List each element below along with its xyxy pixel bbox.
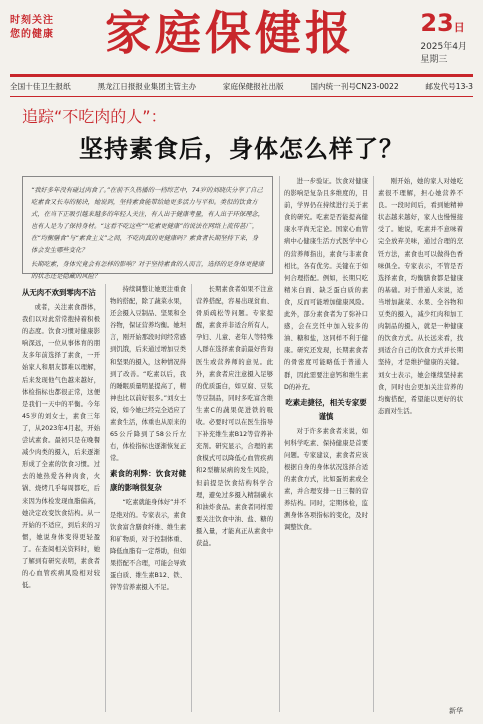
newspaper-logo: 家庭保健报: [105, 6, 355, 60]
article-author: 新华: [449, 707, 463, 715]
column-divider: [191, 284, 192, 712]
column-2-text-b: “吃素就能身体好”并不是绝对的。专家表示，素食饮食富含膳食纤维、维生素和矿物质，对于控制体重、降低血脂有一定帮助，但如果搭配不合理，可能会导致蛋白质、维生素B12、铁、锌等营养素摄入不足。: [110, 499, 186, 592]
section-heading-2: 素食的利弊：饮食对健康的影响很复杂: [110, 469, 186, 493]
issue-weekday: 星期三: [420, 55, 448, 65]
masthead-slogan: [10, 14, 70, 42]
issue-day-suffix: 日: [453, 21, 465, 34]
article-headline: 坚持素食后，身体怎么样了？: [79, 134, 404, 163]
slogan-line-2: 您的健康: [10, 29, 54, 40]
intro-paragraph-2: 长期吃素，身体究竟会有怎样的影响？对于坚持素食的人而言，选择的是身体更健康的状态还是隐藏的风险？: [31, 261, 264, 280]
section-heading-1: 从无肉不欢到零肉不沾: [22, 288, 96, 297]
article-column-3: [196, 284, 273, 712]
article-column-4: [284, 176, 368, 712]
column-divider: [373, 176, 374, 712]
info-item-3: 家庭保健报社出版: [222, 82, 284, 91]
article-column-2: [110, 284, 186, 712]
column-2-text: 持续调整让她更注重食物的搭配，除了蔬菜水果，还会摄入豆制品、坚果和全谷物，保证营养均衡。她坦言，刚开始那段时间经常感到饥饿，后来通过增加豆类和坚果的摄入，这种情况得到了改善。“吃素以后，我的睡眠质量明显提高了，精神也比以前好很多。”刘女士说，如今她已经完全适应了素食生活，体重也从原来的65公斤降到了58公斤左右，体检指标也逐渐恢复正常。: [110, 286, 186, 463]
column-3-text: 长期素食者如果不注意营养搭配，容易出现贫血、骨质疏松等问题。专家提醒，素食并非适合所有人，孕妇、儿童、老年人等特殊人群在选择素食前最好咨询医生或营养师的意见。此外，素食者应注意摄入足够的优质蛋白，如豆腐、豆浆等豆制品，同时多吃富含维生素C的蔬果促进铁的吸收。必要时可以在医生指导下补充维生素B12等营养补充剂。研究显示，合理的素食模式可以降低心血管疾病和2型糖尿病的发生风险，但前提是饮食结构科学合理，避免过多摄入精制碳水和油炸食品。素食者同样需要关注饮食中油、盐、糖的摄入量，才能真正从素食中获益。: [196, 286, 273, 547]
column-divider: [279, 176, 280, 712]
info-bar: [10, 80, 473, 94]
section-heading-3: 吃素走捷径，相关专家要谨慎: [285, 397, 367, 421]
slogan-line-1: 时刻关注: [10, 15, 54, 26]
column-4-text-b: 对于许多素食者来说，如何科学吃素、保持健康是首要问题。专家建议，素食者应该根据自身的身体状况选择合适的素食方式，比如蛋奶素或全素，并合理安排一日三餐的营养结构。同时，定期体检，监测身体各项指标的变化，及时调整饮食。: [284, 427, 368, 532]
masthead-rule: [10, 74, 473, 77]
info-item-2: 黑龙江日报报业集团主管主办: [97, 82, 197, 91]
article-column-5: [378, 176, 463, 712]
intro-paragraph-1: “我好多年没有碰过肉食了。”在前不久热播的一档综艺中，74岁的刘晓庆分享了自己吃素食又长寿的秘诀，她说到，坚持素食能带给她更多活力与平和。类似的饮食方式，在当下正吸引越来越多的年轻人关注，有人出于健康考量，有人出于环保理念，也有人是为了保持身材。“这看不吃这些”“吃素更健康”的说法在网络上流传甚广，在“均衡膳食”与“素食主义”之间，不吃肉真的更健康吗？素食者长期坚持下来，身体会发生哪些变化？: [31, 187, 264, 254]
issue-date: [420, 10, 467, 67]
info-item-5: 邮发代号13-3: [425, 82, 473, 91]
column-divider: [105, 284, 106, 712]
info-item-1: 全国十佳卫生报纸: [10, 82, 71, 91]
issue-year-month: 2025年4月: [420, 42, 467, 52]
info-item-4: 国内统一刊号CN23-0022: [310, 82, 399, 91]
column-1-text: 或者，关注素食群体，我们以对此常常抱持着积极的态度。饮食习惯对健康影响深远，一位从事体育的朋友多年前选择了素食，一开始家人和朋友都难以理解，后来发现他气色越来越好，体检指标也都很正常，这便是我们一天中的平衡。今年45岁的刘女士，素食三年了，从2023年4月起，开始尝试素食。最初只是在晚餐减少肉类的摄入，后来逐渐形成了全素的饮食习惯。过去的她热爱各种肉食，火锅、烧烤几乎每周都吃，后来因为体检发现血脂偏高，她决定改变饮食结构。从一开始的不适应，到后来的习惯，她说身体变得更轻盈了。在查阅相关资料时，她了解到有研究表明，素食者的心血管疾病风险相对较低。: [22, 304, 100, 590]
article-kicker: 追踪“不吃肉的人”：: [22, 107, 167, 126]
article-column-1: [22, 284, 100, 712]
article-intro: [22, 176, 273, 280]
column-5-text: 刚开始，她的家人对她吃素很不理解，担心她营养不良。一段时间后，看到她精神状态越来越好，家人也慢慢接受了。她说，吃素并不意味着完全放弃美味，通过合理的烹饪方法，素食也可以做得色香味俱全。专家表示，不管是否选择素食，均衡膳食都是健康的基础。对于普通人来说，适当增加蔬菜、水果、全谷物和豆类的摄入，减少红肉和加工肉制品的摄入，就是一种健康的饮食方式。从长远来看，找到适合自己的饮食方式并长期坚持，才是维护健康的关键。刘女士表示，她会继续坚持素食，同时也会更加关注营养的均衡搭配，希望能以更好的状态面对生活。: [378, 178, 463, 415]
issue-day: 23: [420, 9, 454, 37]
column-4-text: 进一步验证。饮食对健康的影响是复杂且多维度的，目前，学界仍在持续进行关于素食的研究。吃素是否能提高健康水平尚无定论。国家心血管病中心健康生活方式医学中心的营养师指出，素食与非素食相比，各有优劣。关键在于如何合理搭配。例如，长期只吃精米白面、缺乏蛋白质的素食，反而可能增加健康风险。此外，部分素食者为了弥补口感，会在烹饪中加入较多的油、糖和盐，这同样不利于健康。研究还发现，长期素食者的骨密度可能略低于普通人群，因此需要注意钙和维生素D的补充。: [284, 178, 368, 391]
info-bar-rule: [10, 96, 473, 97]
